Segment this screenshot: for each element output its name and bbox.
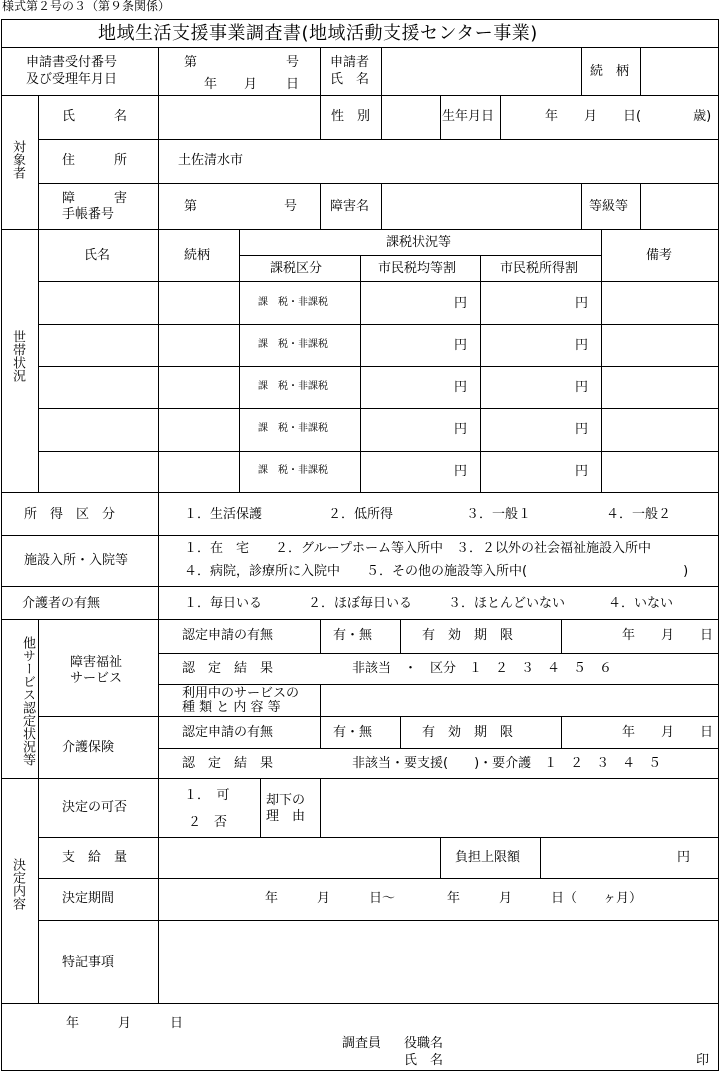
form-code: 様式第２号の３（第９条関係） — [2, 0, 171, 13]
in-use-services-label-2: 種 類 と 内 容 等 — [182, 700, 281, 715]
rule — [38, 139, 719, 140]
welfare-service-label: 障害福祉 — [70, 655, 123, 670]
approval-option-2: ２ 否 — [188, 815, 228, 830]
period-label: 決定期間 — [62, 891, 115, 906]
subject-address-value: 土佐清水市 — [178, 153, 244, 168]
notes-label: 特記事項 — [62, 955, 115, 970]
rule — [1, 95, 719, 96]
subject-birth-value: 年 月 日( 歳) — [545, 109, 712, 124]
rule — [38, 324, 719, 325]
care-yes-no: 有・無 — [333, 725, 373, 740]
number-suffix: 号 — [286, 55, 300, 70]
subject-name-label: 氏 名 — [62, 109, 128, 124]
rule — [1, 492, 719, 493]
rule — [38, 920, 719, 921]
applicant-name-label: 氏 名 — [330, 72, 370, 87]
facility-label: 施設入所・入院等 — [24, 553, 129, 568]
rule — [320, 95, 321, 139]
investigator-name-label: 氏 名 — [404, 1053, 444, 1068]
rule — [38, 281, 719, 282]
income-option-2: ２．低所得 — [328, 507, 394, 522]
number-prefix: 第 — [184, 55, 198, 70]
table-row-per-capita: 円 — [454, 338, 468, 353]
table-row-tax-class: 課 税・非課税 — [258, 381, 328, 392]
rule — [158, 748, 719, 749]
period-value: 年 月 日～ 年 月 日（ ヶ月） — [265, 891, 643, 906]
rule — [38, 451, 719, 452]
rule — [38, 878, 719, 879]
handbook-label: 障 害 — [62, 191, 128, 206]
subject-address-label: 住 所 — [62, 153, 128, 168]
rule — [38, 716, 719, 717]
rule — [1, 47, 719, 48]
rule — [38, 778, 39, 1003]
rule — [640, 183, 641, 229]
rule — [38, 366, 719, 367]
other-services-section-label: 他サービス認定状況等 — [20, 636, 35, 766]
receipt-year: 年 — [204, 77, 218, 92]
decision-section-label: 決定内容 — [10, 858, 25, 910]
caregiver-option-1: １．毎日いる — [184, 596, 263, 611]
rule — [158, 95, 159, 229]
income-option-1: １．生活保護 — [184, 507, 263, 522]
income-option-4: ４．一般２ — [606, 507, 672, 522]
facility-line-2: ４．病院，診療所に入院中 ５．その他の施設等入所中( ) — [184, 564, 689, 579]
rule — [158, 47, 159, 95]
household-section-label: 世帯状況 — [10, 330, 25, 382]
rule — [1, 1003, 719, 1004]
rule — [239, 255, 601, 256]
caregiver-option-2: ２．ほぼ毎日いる — [308, 596, 413, 611]
care-application-label: 認定申請の有無 — [182, 725, 274, 740]
table-row-income: 円 — [575, 296, 589, 311]
subject-sex-label: 性 別 — [331, 109, 371, 124]
rule — [1, 586, 719, 587]
rule — [360, 255, 361, 492]
rule — [381, 183, 382, 229]
position-label: 役職名 — [404, 1036, 444, 1051]
rule — [1, 229, 719, 230]
rule — [38, 183, 719, 184]
rule — [561, 619, 562, 653]
rule — [158, 778, 159, 1003]
receipt-date-label: 及び受理年月日 — [26, 72, 118, 87]
rule — [158, 619, 159, 778]
rule — [38, 619, 39, 778]
table-row-per-capita: 円 — [454, 296, 468, 311]
rule — [38, 837, 719, 838]
rule — [260, 778, 261, 837]
table-row-tax-class: 課 税・非課税 — [258, 465, 328, 476]
table-row-tax-class: 課 税・非課税 — [258, 423, 328, 434]
limit-unit: 円 — [677, 850, 691, 865]
welfare-valid-label: 有 効 期 限 — [422, 628, 514, 643]
seal-mark: 印 — [696, 1053, 710, 1068]
rule — [158, 492, 159, 619]
welfare-yes-no: 有・無 — [333, 628, 373, 643]
caregiver-option-4: ４．いない — [608, 596, 674, 611]
rule — [320, 778, 321, 837]
welfare-valid-value: 年 月 日 — [622, 628, 714, 643]
table-row-income: 円 — [575, 422, 589, 437]
rule — [480, 255, 481, 492]
rule — [38, 95, 39, 229]
rule — [38, 408, 719, 409]
welfare-application-label: 認定申請の有無 — [182, 628, 274, 643]
rule — [1, 535, 719, 536]
table-row-income: 円 — [575, 380, 589, 395]
income-tax-header: 市民税所得割 — [500, 261, 579, 276]
rule — [381, 47, 382, 95]
rule — [601, 229, 602, 492]
table-row-tax-class: 課 税・非課税 — [258, 339, 328, 350]
subject-birth-label: 生年月日 — [442, 109, 495, 124]
table-row-per-capita: 円 — [454, 422, 468, 437]
rule — [158, 229, 159, 492]
rule — [320, 684, 321, 716]
care-result-value: 非該当・要支援( )・要介護 １ ２ ３ ４ ５ — [352, 756, 662, 771]
rule — [158, 684, 719, 685]
tax-class-header: 課税区分 — [270, 261, 323, 276]
rule — [1, 619, 719, 620]
grade-label: 等級等 — [589, 199, 629, 214]
subject-section-label: 対象者 — [10, 140, 25, 179]
approval-label: 決定の可否 — [62, 800, 128, 815]
handbook-number-label: 手帳番号 — [62, 207, 115, 222]
disability-name-label: 障害名 — [330, 199, 370, 214]
rule — [320, 183, 321, 229]
tax-status-header: 課税状況等 — [386, 235, 452, 250]
rule — [381, 95, 382, 139]
care-insurance-label: 介護保険 — [62, 740, 115, 755]
rule — [581, 47, 582, 95]
reject-reason-label-2: 理 由 — [266, 809, 306, 824]
table-row-income: 円 — [575, 338, 589, 353]
rule — [561, 716, 562, 748]
rule — [320, 716, 321, 748]
income-option-3: ３．一般１ — [466, 507, 532, 522]
rule — [320, 47, 321, 95]
caregiver-option-3: ３．ほとんどいない — [448, 596, 566, 611]
care-result-label: 認 定 結 果 — [182, 756, 274, 771]
rule — [640, 47, 641, 95]
rule — [239, 229, 240, 492]
reject-reason-label: 却下の — [266, 793, 306, 808]
limit-label: 負担上限額 — [455, 850, 521, 865]
rule — [320, 619, 321, 653]
handbook-suffix: 号 — [284, 199, 298, 214]
caregiver-label: 介護者の有無 — [22, 596, 101, 611]
facility-line-1: １．在 宅 ２．グループホーム等入所中 ３．２以外の社会福祉施設入所中 — [184, 541, 651, 556]
care-valid-value: 年 月 日 — [622, 725, 714, 740]
welfare-result-label: 認 定 結 果 — [182, 661, 274, 676]
handbook-prefix: 第 — [184, 199, 198, 214]
in-use-services-label: 利用中のサービスの — [182, 686, 300, 701]
household-name-header: 氏名 — [84, 248, 111, 263]
applicant-label: 申請者 — [330, 55, 370, 70]
rule — [500, 95, 501, 139]
rule — [440, 837, 441, 878]
table-row-tax-class: 課 税・非課税 — [258, 297, 328, 308]
table-row-per-capita: 円 — [454, 464, 468, 479]
welfare-result-value: 非該当 ・ 区分 １ ２ ３ ４ ５ ６ — [352, 661, 613, 676]
table-row-income: 円 — [575, 464, 589, 479]
table-row-per-capita: 円 — [454, 380, 468, 395]
form-title: 地域生活支援事業調査書(地域活動支援センター事業) — [98, 23, 538, 44]
income-class-label: 所 得 区 分 — [24, 507, 116, 522]
amount-label: 支 給 量 — [62, 850, 128, 865]
receipt-month: 月 — [244, 77, 258, 92]
approval-option-1: １． 可 — [184, 788, 230, 803]
welfare-service-label-2: サービス — [70, 671, 123, 686]
applicant-relation-label: 続 柄 — [590, 64, 630, 79]
per-capita-tax-header: 市民税均等割 — [378, 261, 457, 276]
care-valid-label: 有 効 期 限 — [422, 725, 514, 740]
rule — [38, 229, 39, 492]
rule — [400, 716, 401, 748]
investigator-label: 調査員 — [342, 1036, 382, 1051]
remarks-header: 備考 — [646, 248, 673, 263]
rule — [540, 837, 541, 878]
footer-date: 年 月 日 — [66, 1016, 184, 1031]
rule — [158, 653, 719, 654]
rule — [581, 183, 582, 229]
household-relation-header: 続柄 — [184, 248, 211, 263]
rule — [400, 619, 401, 653]
receipt-day: 日 — [286, 77, 300, 92]
receipt-number-label: 申請書受付番号 — [26, 55, 118, 70]
rule — [440, 95, 441, 139]
rule — [1, 778, 719, 779]
